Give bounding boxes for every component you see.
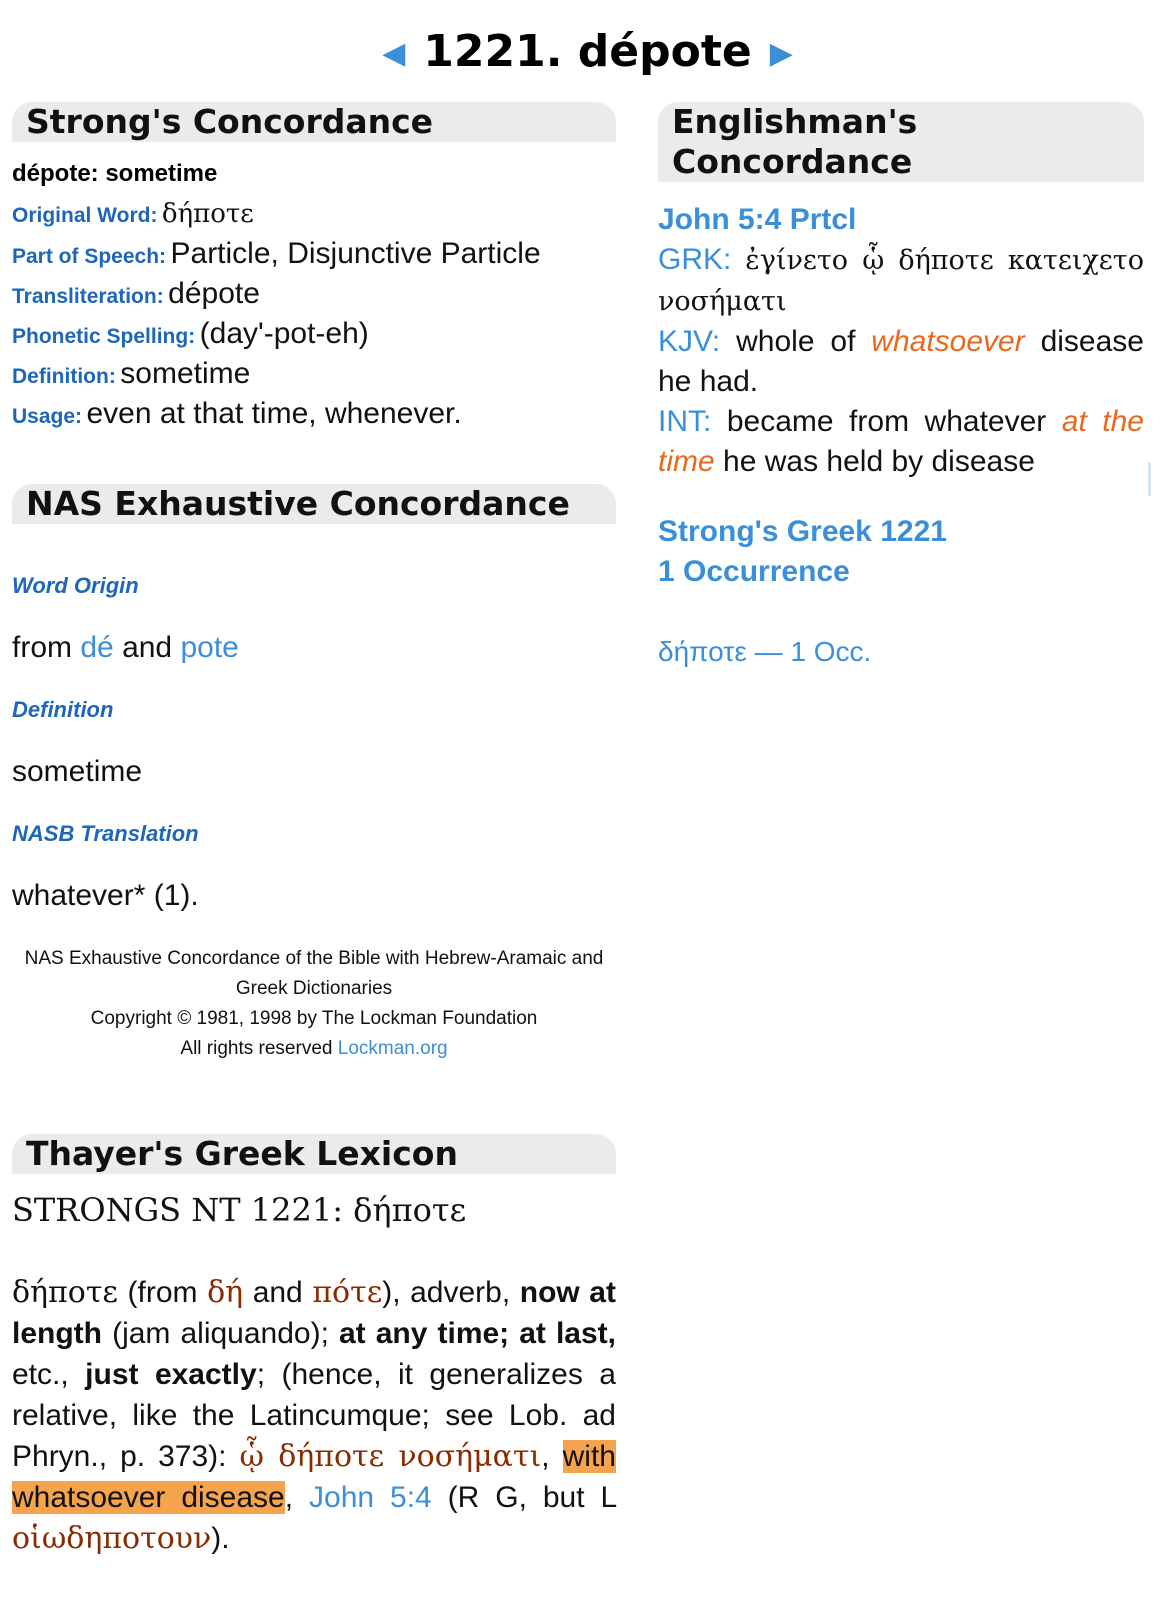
thayer-highlight: with whatsoever disease [12,1440,616,1514]
prev-arrow-icon[interactable]: ◀ [382,36,406,71]
phonetic-label: Phonetic Spelling: [12,325,196,348]
thayer-word: δήποτε [12,1275,118,1310]
translit-label: Transliteration: [12,285,164,308]
kjv-line [658,322,1144,402]
original-word-row [12,194,616,234]
englishman-ref-link[interactable]: John 5:4 Prtcl [658,203,857,236]
thayer-hence: ; (hence, it generalizes a relative, like the Latincumque; see Lob. ad Phryn., p. 373): [12,1358,616,1473]
nasb-translation-text: whatever* (1). [12,879,199,912]
nas-heading: NAS Exhaustive Concordance [12,484,616,524]
thayer-rg: (R G, but L [447,1481,617,1514]
thayer-adverb: ), adverb, [382,1276,511,1309]
left-column [12,102,616,1559]
grk-text: ἐγίνετο ᾧ δήποτε κατειχετο νοσήματι [658,245,1144,317]
thayer-and: and [252,1276,303,1309]
thayer-bold-now-at-length: now at length [12,1276,616,1350]
occurrence-link[interactable]: 1 Occurrence [658,555,850,588]
definition-value: sometime [120,357,251,390]
translit-value: dépote [168,277,260,310]
nasb-translation-label: NASB Translation [12,821,199,846]
word-origin-label: Word Origin [12,573,139,598]
thayer-bold-just-exactly: just exactly [85,1358,257,1391]
thayer-greek-variant: οἱωδηποτουν [12,1521,212,1556]
grk-label: GRK: [658,243,732,276]
usage-value: even at that time, whenever. [86,397,462,430]
phonetic-row [12,314,616,354]
int-line [658,402,1144,482]
origin-and: and [122,631,173,664]
nas-definition-label: Definition [12,697,114,722]
grk-line [658,240,1144,322]
occ-link[interactable]: δήποτε — 1 Occ. [658,636,872,667]
original-word-label: Original Word: [12,204,158,227]
copyright-line1: NAS Exhaustive Concordance of the Bible with Hebrew-Aramaic and Greek Dictionaries [24,948,604,999]
copyright-line3 [12,1034,616,1064]
thayer-from: (from [127,1276,198,1309]
origin-link-de[interactable]: dé [80,631,114,664]
strongs-summary: dépote: sometime [12,160,218,187]
thayer-end: ). [211,1522,230,1555]
int-highlight: at the time [658,405,1144,478]
thayer-heading: Thayer's Greek Lexicon [12,1134,616,1174]
kjv-label: KJV: [658,325,721,358]
pos-row [12,234,616,274]
thayer-greek-de: δή [207,1275,244,1310]
translit-row [12,274,616,314]
kjv-highlight: whatsoever [871,325,1025,358]
page-title-row [0,22,1175,84]
next-arrow-icon[interactable]: ▶ [769,36,793,71]
thayer-bold-at-any-time: at any time; at last, [339,1317,616,1350]
kjv-post: disease he had. [658,325,1144,398]
scrollbar[interactable] [1148,462,1151,496]
thayer-greek-pote: πότε [312,1275,383,1310]
usage-row [12,394,616,434]
int-pre: became from whatever [726,405,1047,438]
thayer-strongs-line: STRONGS NT 1221: δήποτε [12,1191,467,1229]
rights-text: All rights reserved [180,1038,333,1059]
thayer-john-link[interactable]: John 5:4 [309,1481,432,1514]
copyright-line2: Copyright © 1981, 1998 by The Lockman Foundation [90,1008,538,1029]
strongs-heading: Strong's Concordance [12,102,616,142]
copyright-block [12,944,616,1064]
kjv-pre: whole of [736,325,856,358]
usage-label: Usage: [12,405,83,428]
word-origin-text [12,628,616,668]
lockman-link[interactable]: Lockman.org [337,1038,448,1059]
right-column [658,102,1144,672]
thayer-greek-phrase: ᾧ δήποτε νοσήματι [239,1439,542,1474]
int-label: INT: [658,405,712,438]
strongs-greek-link[interactable]: Strong's Greek 1221 [658,515,947,548]
int-post: he was held by disease [723,445,1035,478]
phonetic-value: (day'-pot-eh) [199,317,369,350]
definition-label: Definition: [12,365,116,388]
thayer-etc: etc., [12,1358,69,1391]
nas-definition-text: sometime [12,755,143,788]
origin-from: from [12,631,72,664]
thayer-comma: , [541,1440,550,1473]
englishman-heading: Englishman's Concordance [658,102,1144,182]
thayer-jam: (jam aliquando); [112,1317,329,1350]
thayer-paragraph [12,1272,616,1559]
thayer-comma2: , [284,1481,294,1514]
pos-label: Part of Speech: [12,245,167,268]
origin-link-pote[interactable]: pote [180,631,239,664]
page-title: 1221. dépote [423,26,752,77]
original-word-value: δήποτε [161,199,254,229]
pos-value: Particle, Disjunctive Particle [170,237,541,270]
definition-row [12,354,616,394]
